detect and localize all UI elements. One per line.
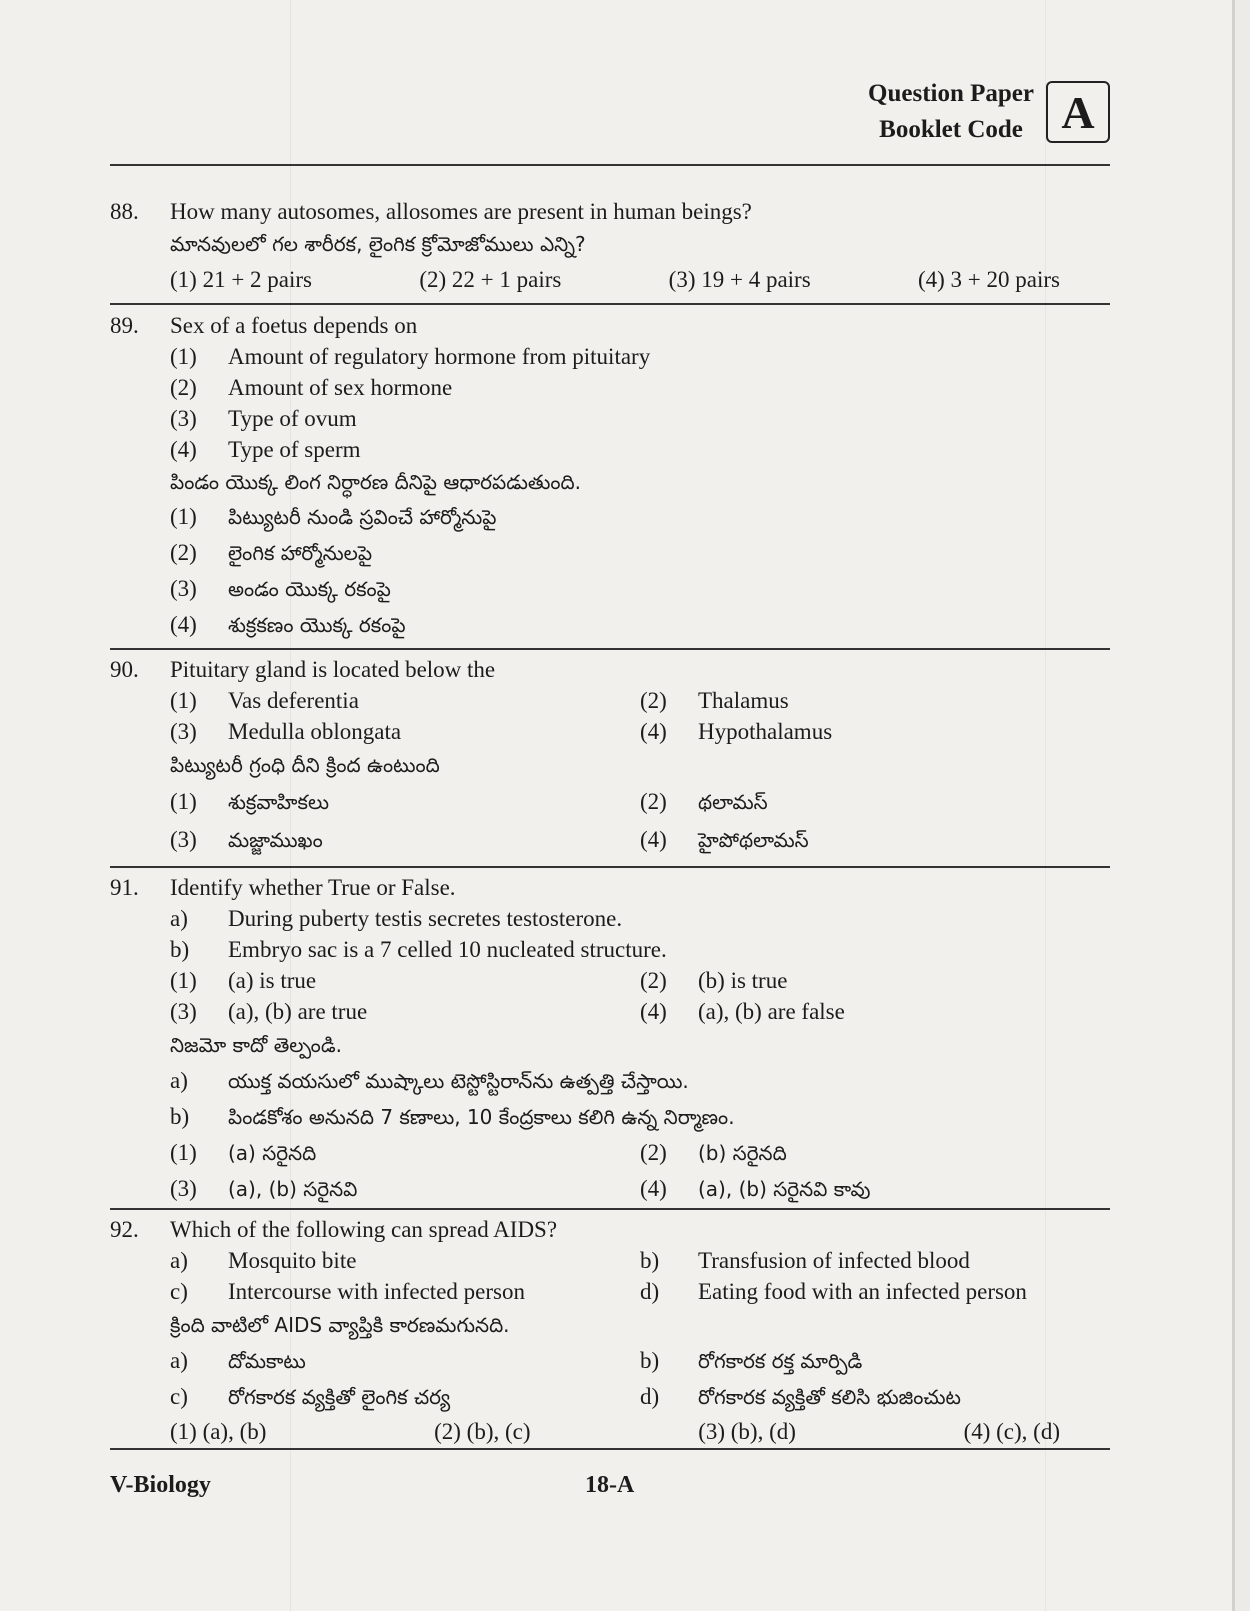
- divider: [110, 648, 1110, 650]
- divider: [110, 1208, 1110, 1210]
- option[interactable]: (3) (a), (b) సరైనవి: [170, 1176, 358, 1201]
- option[interactable]: (2) లైంగిక హార్మోనులపై: [170, 540, 373, 565]
- option[interactable]: (3) అండం యొక్క రకంపై: [170, 576, 391, 601]
- option[interactable]: (2) థలామస్: [640, 789, 768, 814]
- question-text-telugu: నిజమో కాదో తెల్పండి.: [170, 1033, 342, 1057]
- option[interactable]: (2) 22 + 1 pairs: [419, 267, 562, 292]
- option[interactable]: (2) (b) is true: [640, 968, 788, 993]
- question-text: Sex of a foetus depends on: [170, 313, 418, 338]
- item: b) రోగకారక రక్త మార్పిడి: [640, 1348, 863, 1373]
- question-number: 90.: [110, 657, 139, 682]
- option[interactable]: (1) పిట్యుటరీ నుండి స్రవించే హార్మోనుపై: [170, 504, 497, 529]
- item: b) Transfusion of infected blood: [640, 1248, 970, 1273]
- option[interactable]: (3) Medulla oblongata: [170, 719, 402, 744]
- option[interactable]: (2) (b), (c): [434, 1419, 531, 1444]
- option[interactable]: (4) (c), (d): [963, 1419, 1060, 1444]
- options-row: [170, 1415, 1110, 1449]
- option[interactable]: (1) (a) is true: [170, 968, 317, 993]
- item: a) Mosquito bite: [170, 1248, 357, 1273]
- question-text-telugu: క్రింది వాటిలో AIDS వ్యాప్తికి కారణమగునది.: [170, 1313, 510, 1337]
- item: a) దోమకాటు: [170, 1348, 306, 1373]
- option[interactable]: (4) (a), (b) are false: [640, 999, 845, 1024]
- question-88: [110, 196, 1110, 295]
- item: d) Eating food with an infected person: [640, 1279, 1027, 1304]
- item: d) రోగకారక వ్యక్తితో కలిసి భుజించుట: [640, 1384, 961, 1409]
- booklet-code-label: Question Paper Booklet Code: [868, 80, 1034, 143]
- question-number: 88.: [110, 199, 139, 224]
- question-89: [110, 310, 1110, 643]
- option[interactable]: (4) 3 + 20 pairs: [917, 267, 1060, 292]
- question-text-telugu: పిండం యొక్క లింగ నిర్ధారణ దీనిపై ఆధారపడుతుంది.: [170, 470, 582, 494]
- options-row: [110, 264, 1110, 295]
- question-91: [110, 872, 1110, 1207]
- option[interactable]: (3) (b), (d): [698, 1419, 796, 1444]
- question-92: [110, 1214, 1110, 1449]
- question-text-telugu: మానవులలో గల శారీరక, లైంగిక క్రోమోజోములు ఎన్ని?: [170, 232, 586, 256]
- divider: [110, 1448, 1110, 1450]
- option[interactable]: (3) 19 + 4 pairs: [668, 267, 811, 292]
- statement: a) During puberty testis secretes testosterone.: [170, 906, 623, 931]
- option[interactable]: (4) (a), (b) సరైనవి కావు: [640, 1176, 871, 1201]
- option[interactable]: (2) Amount of sex hormone: [170, 375, 453, 400]
- option[interactable]: (1) (a) సరైనది: [170, 1140, 317, 1165]
- question-number: 92.: [110, 1217, 139, 1242]
- question-text: Identify whether True or False.: [170, 875, 456, 900]
- statement: a) యుక్త వయసులో ముష్కాలు టెస్టోస్టిరాన్‌ను ఉత్పత్తి చేస్తాయి.: [170, 1068, 689, 1093]
- option[interactable]: (1) (a), (b): [170, 1419, 267, 1444]
- question-text-telugu: పిట్యుటరీ గ్రంధి దీని క్రింద ఉంటుంది: [170, 753, 440, 777]
- option[interactable]: (1) 21 + 2 pairs: [170, 267, 312, 292]
- option[interactable]: (3) Type of ovum: [170, 406, 357, 431]
- option[interactable]: (3) (a), (b) are true: [170, 999, 368, 1024]
- divider: [110, 303, 1110, 305]
- option[interactable]: (4) Hypothalamus: [640, 719, 833, 744]
- divider: [110, 866, 1110, 868]
- option[interactable]: (1) శుక్రవాహికలు: [170, 789, 330, 814]
- option[interactable]: (2) (b) సరైనది: [640, 1140, 787, 1165]
- question-90: [110, 654, 1110, 859]
- subject-label: V-Biology: [110, 1472, 211, 1498]
- option[interactable]: (1) Vas deferentia: [170, 688, 359, 713]
- option[interactable]: (2) Thalamus: [640, 688, 789, 713]
- booklet-code-box: A: [1046, 81, 1110, 143]
- option[interactable]: (1) Amount of regulatory hormone from pituitary: [170, 344, 651, 369]
- question-number: 91.: [110, 875, 139, 900]
- option[interactable]: (3) మజ్జాముఖం: [170, 827, 323, 852]
- option[interactable]: (4) Type of sperm: [170, 437, 361, 462]
- booklet-code-header: [868, 76, 1110, 148]
- item: c) Intercourse with infected person: [170, 1279, 525, 1304]
- question-text: Pituitary gland is located below the: [170, 657, 496, 682]
- option[interactable]: (4) హైపోథలామస్: [640, 827, 809, 852]
- question-text: How many autosomes, allosomes are present in human beings?: [170, 199, 752, 224]
- statement: b) Embryo sac is a 7 celled 10 nucleated structure.: [170, 937, 667, 962]
- page-number: 18-A: [585, 1472, 635, 1498]
- item: c) రోగకారక వ్యక్తితో లైంగిక చర్య: [170, 1384, 451, 1409]
- option[interactable]: (4) శుక్రకణం యొక్క రకంపై: [170, 612, 406, 637]
- question-text: Which of the following can spread AIDS?: [170, 1217, 558, 1242]
- divider: [110, 164, 1110, 166]
- question-number: 89.: [110, 313, 139, 338]
- statement: b) పిండకోశం అనునది 7 కణాలు, 10 కేంద్రకాలు కలిగి ఉన్న నిర్మాణం.: [170, 1104, 735, 1129]
